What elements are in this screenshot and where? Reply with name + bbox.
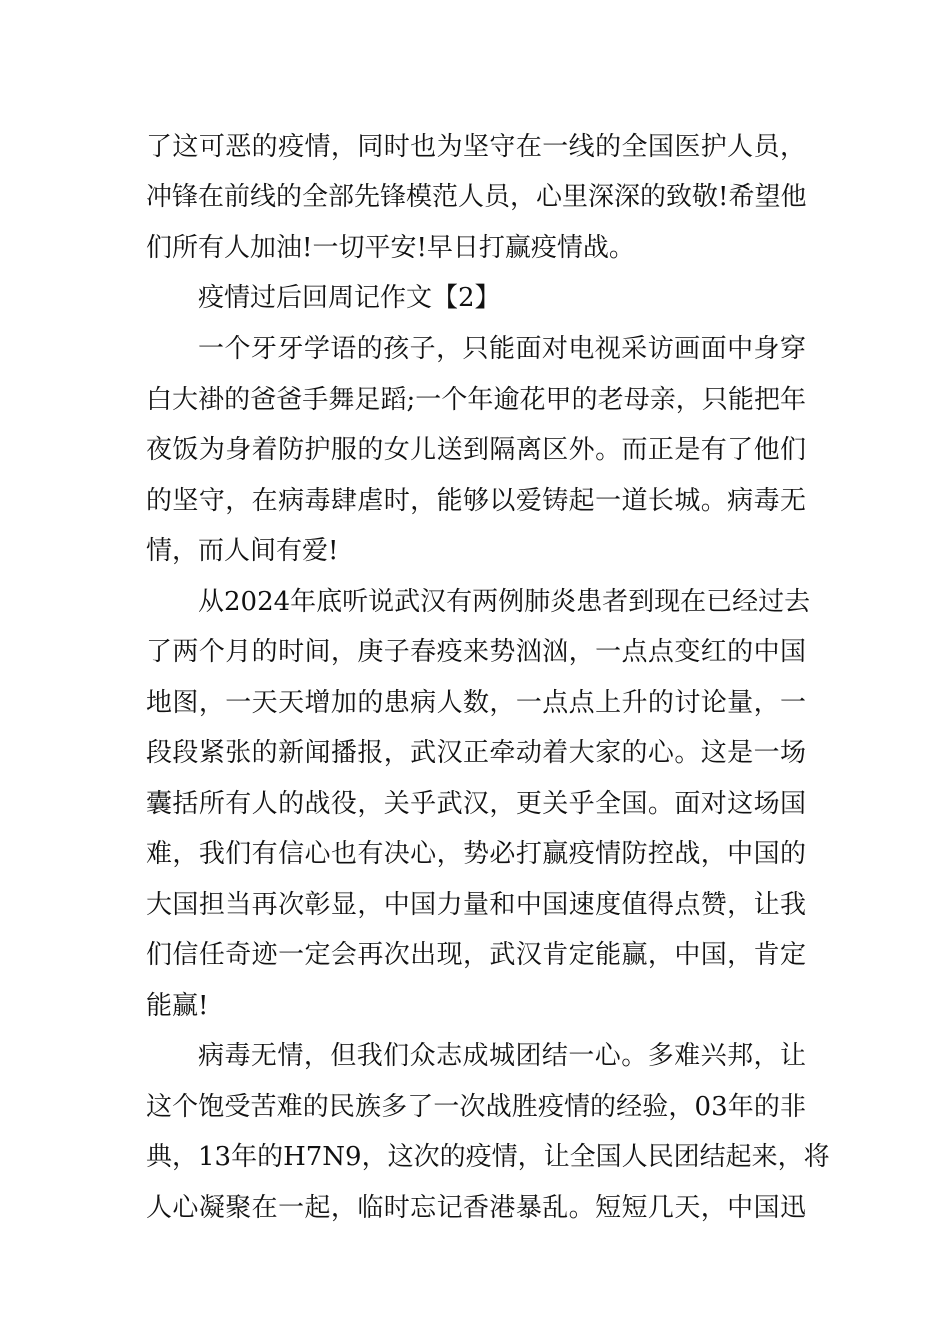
- text-line: 们所有人加油!一切平安!早日打赢疫情战。: [146, 233, 635, 263]
- section-heading: 疫情过后回周记作文【2】: [198, 283, 501, 313]
- text-line: 了这可恶的疫情，同时也为坚守在一线的全国医护人员，: [146, 132, 806, 162]
- text-line: 这个饱受苦难的民族多了一次战胜疫情的经验，03年的非: [146, 1092, 806, 1122]
- text-line: 冲锋在前线的全部先锋模范人员，心里深深的致敬!希望他: [146, 182, 807, 212]
- text-line: 夜饭为身着防护服的女儿送到隔离区外。而正是有了他们: [146, 435, 806, 465]
- text-line: 的坚守，在病毒肆虐时，能够以爱铸起一道长城。病毒无: [146, 486, 806, 516]
- text-line: 能赢!: [146, 991, 209, 1021]
- text-line: 白大褂的爸爸手舞足蹈;一个年逾花甲的老母亲，只能把年: [146, 385, 806, 415]
- text-line: 们信任奇迹一定会再次出现，武汉肯定能赢，中国，肯定: [146, 940, 806, 970]
- text-line: 典，13年的H7N9，这次的疫情，让全国人民团结起来，将: [146, 1142, 830, 1172]
- text-line: 大国担当再次彰显，中国力量和中国速度值得点赞，让我: [146, 890, 806, 920]
- text-line: 了两个月的时间，庚子春疫来势汹汹，一点点变红的中国: [146, 637, 806, 667]
- text-line: 囊括所有人的战役，关乎武汉，更关乎全国。面对这场国: [146, 789, 806, 819]
- text-line: 地图，一天天增加的患病人数，一点点上升的讨论量，一: [146, 688, 806, 718]
- text-line: 人心凝聚在一起，临时忘记香港暴乱。短短几天，中国迅: [146, 1193, 806, 1223]
- text-line: 难，我们有信心也有决心，势必打赢疫情防控战，中国的: [146, 839, 806, 869]
- text-line: 从2024年底听说武汉有两例肺炎患者到现在已经过去: [198, 587, 811, 617]
- text-line: 病毒无情，但我们众志成城团结一心。多难兴邦，让: [198, 1041, 806, 1071]
- text-line: 一个牙牙学语的孩子，只能面对电视采访画面中身穿: [198, 334, 806, 364]
- text-line: 段段紧张的新闻播报，武汉正牵动着大家的心。这是一场: [146, 738, 806, 768]
- text-line: 情，而人间有爱!: [146, 536, 339, 566]
